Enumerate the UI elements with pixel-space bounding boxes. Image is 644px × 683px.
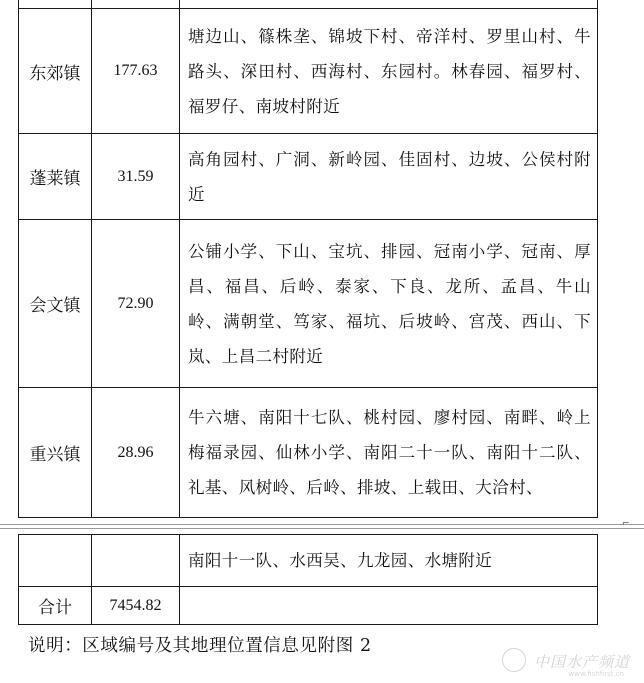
town-cell: 会文镇 — [19, 220, 92, 388]
places-cell: 南阳十一队、水西吴、九龙园、水塘附近 — [180, 535, 598, 587]
table-row — [19, 388, 598, 518]
town-cell — [19, 0, 92, 9]
town-cell — [19, 535, 92, 587]
table-row — [19, 220, 598, 388]
watermark-text: 中国水产频道 — [533, 653, 630, 671]
area-cell — [92, 535, 180, 587]
places-cell: 牛六塘、南阳十七队、桃村园、廖村园、南畔、岭上梅福录园、仙林小学、南阳二十一队、南阳十二队、礼基、风树岭、后岭、排坡、上载田、大洽村、 — [180, 388, 598, 518]
table-row — [19, 587, 598, 625]
area-cell — [92, 0, 180, 9]
page-break-line — [0, 528, 644, 529]
table-row — [19, 134, 598, 220]
location-table-lower — [18, 534, 598, 625]
watermark-url: www.fishfirst.cn — [568, 670, 624, 678]
places-cell: 塘边山、篠株垄、锦坡下村、帝洋村、罗里山村、牛路头、深田村、西海村、东园村。林春园、福罗村、福罗仔、南坡村附近 — [180, 9, 598, 134]
page-break-marker-icon: ⌐ — [622, 519, 630, 529]
area-cell: 72.90 — [92, 220, 180, 388]
places-cell — [180, 587, 598, 625]
location-table-upper — [18, 0, 598, 518]
area-cell: 31.59 — [92, 134, 180, 220]
town-cell: 蓬莱镇 — [19, 134, 92, 220]
table-row — [19, 9, 598, 134]
area-cell: 28.96 — [92, 388, 180, 518]
table-row — [19, 535, 598, 587]
table-note: 说明：区域编号及其地理位置信息见附图 2 — [28, 636, 372, 656]
town-cell: 东郊镇 — [19, 9, 92, 134]
watermark-logo-icon — [502, 648, 526, 672]
table-row — [19, 0, 598, 9]
total-area-cell: 7454.82 — [92, 587, 180, 625]
area-cell: 177.63 — [92, 9, 180, 134]
town-cell: 重兴镇 — [19, 388, 92, 518]
page-break-line — [0, 524, 644, 525]
places-cell: 公铺小学、下山、宝坑、排园、冠南小学、冠南、厚昌、福昌、后岭、泰家、下良、龙所、孟昌、牛山岭、满朝堂、笃家、福坑、后坡岭、宫茂、西山、下岚、上昌二村附近 — [180, 220, 598, 388]
places-cell: 高角园村、广洞、新岭园、佳固村、边坡、公侯村附近 — [180, 134, 598, 220]
total-label-cell: 合计 — [19, 587, 92, 625]
places-cell — [180, 0, 598, 9]
